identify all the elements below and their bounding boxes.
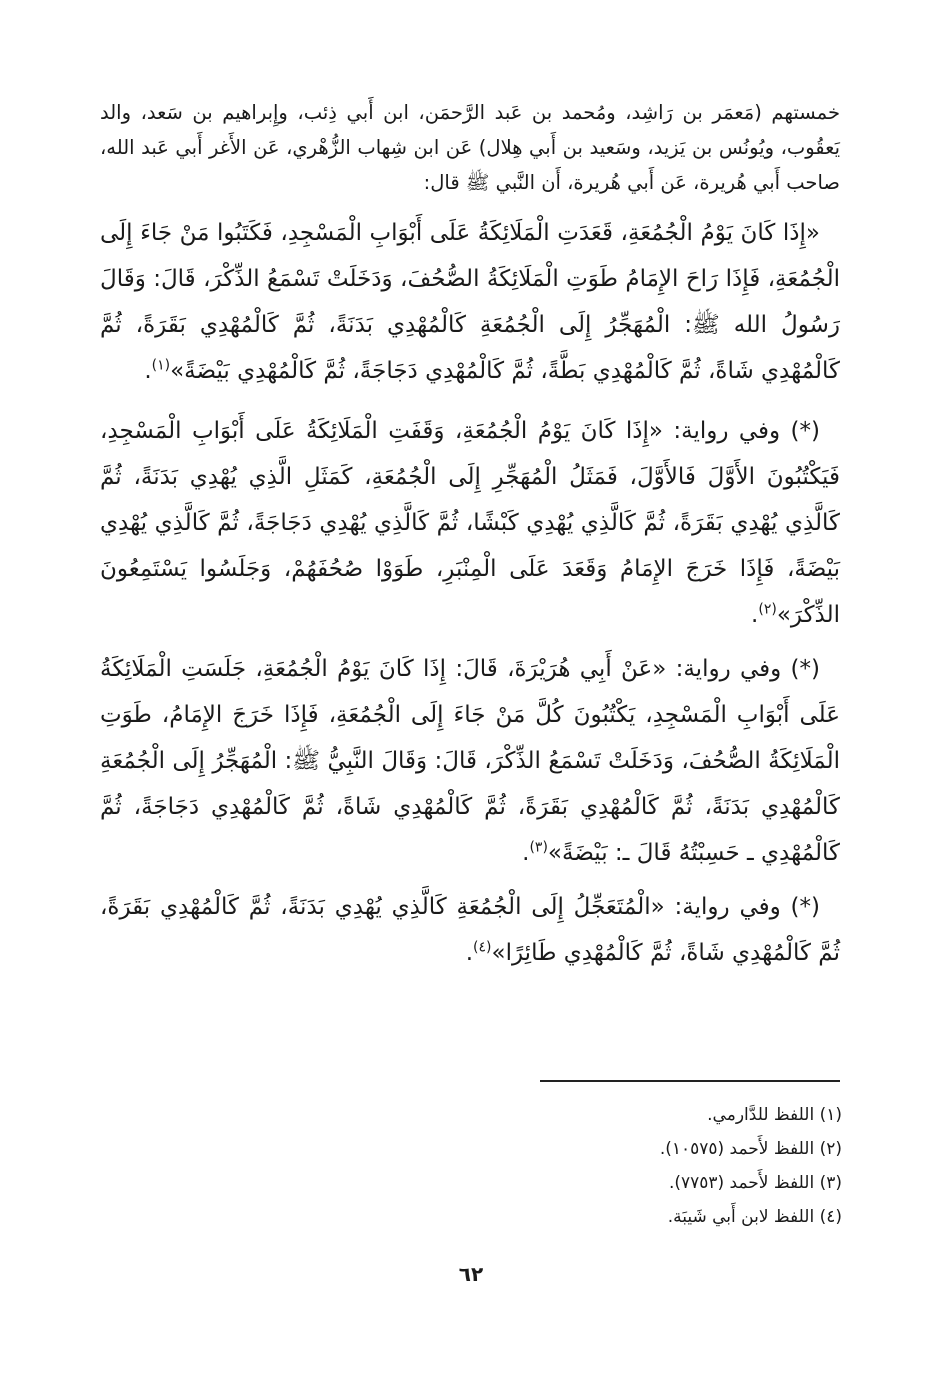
hadith-riwaya-4 xyxy=(100,884,840,976)
riwaya-prefix: (*) وفي رواية: xyxy=(666,656,820,682)
riwaya-prefix: (*) وفي رواية: xyxy=(664,894,820,920)
hadith-prefix xyxy=(820,220,840,246)
footnote-marker-3[interactable]: (٣) xyxy=(529,839,548,856)
footnote-item: (١) اللفظ للدَّارمي. xyxy=(707,1105,842,1125)
hadith-riwaya-3 xyxy=(100,646,840,876)
footnote-item: (٢) اللفظ لأَحمد (١٠٥٧٥). xyxy=(659,1139,842,1159)
hadith-end: . xyxy=(465,940,474,966)
footnote-item: (٤) اللفظ لابن أَبي شَيبَة. xyxy=(667,1207,842,1227)
footnote-marker-4[interactable]: (٤) xyxy=(473,939,492,956)
hadith-text: «إِذَا كَانَ يَوْمُ الْجُمُعَةِ، وَقَفَتِ الْمَلَائِكَةُ عَلَى أَبْوَابِ الْمَسْجِدِ، فَيَكْتُبُونَ الأَوَّلَ فَالأَوَّلَ، فَمَثَلُ الْمُهَجِّرِ إِلَى الْجُمُعَةِ، كَمَثَلِ الَّذِي يُهْدِي بَدَنَةً، ثُمَّ كَالَّذِي يُهْدِي بَقَرَةً، ثُمَّ كَالَّذِي يُهْدِي كَبْشًا، ثُمَّ كَالَّذِي يُهْدِي دَجَاجَةً، ثُمَّ كَالَّذِي يُهْدِي بَيْضَةً، فَإِذَا خَرَجَ الإِمَامُ وَقَعَدَ عَلَى الْمِنْبَرِ، طَوَوْا صُحُفَهُمْ، وَجَلَسُوا يَسْتَمِعُونَ الذِّكْرَ» xyxy=(100,418,840,628)
footnote-divider xyxy=(540,1080,840,1082)
hadith-text: «عَنْ أَبِي هُرَيْرَةَ، قَالَ: إِذَا كَانَ يَوْمُ الْجُمُعَةِ، جَلَسَتِ الْمَلَائِكَةُ عَلَى أَبْوَابِ الْمَسْجِدِ، يَكْتُبُونَ كُلَّ مَنْ جَاءَ إِلَى الْجُمُعَةِ، فَإِذَا خَرَجَ الإِمَامُ، طَوَتِ الْمَلَائِكَةُ الصُّحُفَ، وَدَخَلَتْ تَسْمَعُ الذِّكْرَ، قَالَ: وَقَالَ النَّبِيُّ ﷺ: الْمُهَجِّرُ إِلَى الْجُمُعَةِ كَالْمُهْدِي بَدَنَةً، ثُمَّ كَالْمُهْدِي بَقَرَةً، ثُمَّ كَالْمُهْدِي شَاةً، ثُمَّ كَالْمُهْدِي دَجَاجَةً، ثُمَّ كَالْمُهْدِي ـ حَسِبْتُهُ قَالَ ـ: بَيْضَةً» xyxy=(100,656,840,866)
page-body xyxy=(100,95,840,984)
footnotes-list xyxy=(102,1098,842,1234)
hadith-end: . xyxy=(522,840,530,866)
isnad-intro: خمستهم (مَعمَر بن رَاشِد، ومُحمد بن عَبد الرَّحمَن، ابن أَبي ذِئب، وإِبراهيم بن سَعد، والد يَعقُوب، ويُونُس بن يَزيد، وسَعيد بن أَبي هِلال) عَن ابن شِهاب الزُّهْري، عَن الأَغر أَبي عَبد الله، صاحب أَبي هُريرة، عَن أَبي هُريرة، أَن النَّبي ﷺ قال: xyxy=(100,101,840,194)
footnote-item: (٣) اللفظ لأَحمد (٧٧٥٣). xyxy=(668,1173,842,1193)
hadith-end: . xyxy=(751,602,759,628)
hadith-text: «الْمُتَعَجِّلُ إِلَى الْجُمُعَةِ كَالَّذِي يُهْدِي بَدَنَةً، ثُمَّ كَالْمُهْدِي بَقَرَةً، ثُمَّ كَالْمُهْدِي شَاةً، ثُمَّ كَالْمُهْدِي طَائِرًا» xyxy=(100,894,840,966)
page-number: ٦٢ xyxy=(458,1262,484,1286)
footnote-marker-2[interactable]: (٢) xyxy=(758,601,777,618)
hadith-text: «إِذَا كَانَ يَوْمُ الْجُمُعَةِ، قَعَدَتِ الْمَلَائِكَةُ عَلَى أَبْوَابِ الْمَسْجِدِ، فَكَتَبُوا مَنْ جَاءَ إِلَى الْجُمُعَةِ، فَإِذَا رَاحَ الإِمَامُ طَوَتِ الْمَلَائِكَةُ الصُّحُفَ، وَدَخَلَتْ تَسْمَعُ الذِّكْرَ، قَالَ: وَقَالَ رَسُولُ الله ﷺ: الْمُهَجِّرُ إِلَى الْجُمُعَةِ كَالْمُهْدِي بَدَنَةً، ثُمَّ كَالْمُهْدِي بَقَرَةً، ثُمَّ كَالْمُهْدِي شَاةً، ثُمَّ كَالْمُهْدِي بَطَّةً، ثُمَّ كَالْمُهْدِي دَجَاجَةً، ثُمَّ كَالْمُهْدِي بَيْضَةً» xyxy=(100,220,840,384)
hadith-main xyxy=(100,210,840,394)
hadith-end: . xyxy=(144,358,152,384)
riwaya-prefix: (*) وفي رواية: xyxy=(662,418,820,444)
hadith-riwaya-2 xyxy=(100,408,840,638)
footnote-marker-1[interactable]: (١) xyxy=(151,357,171,374)
